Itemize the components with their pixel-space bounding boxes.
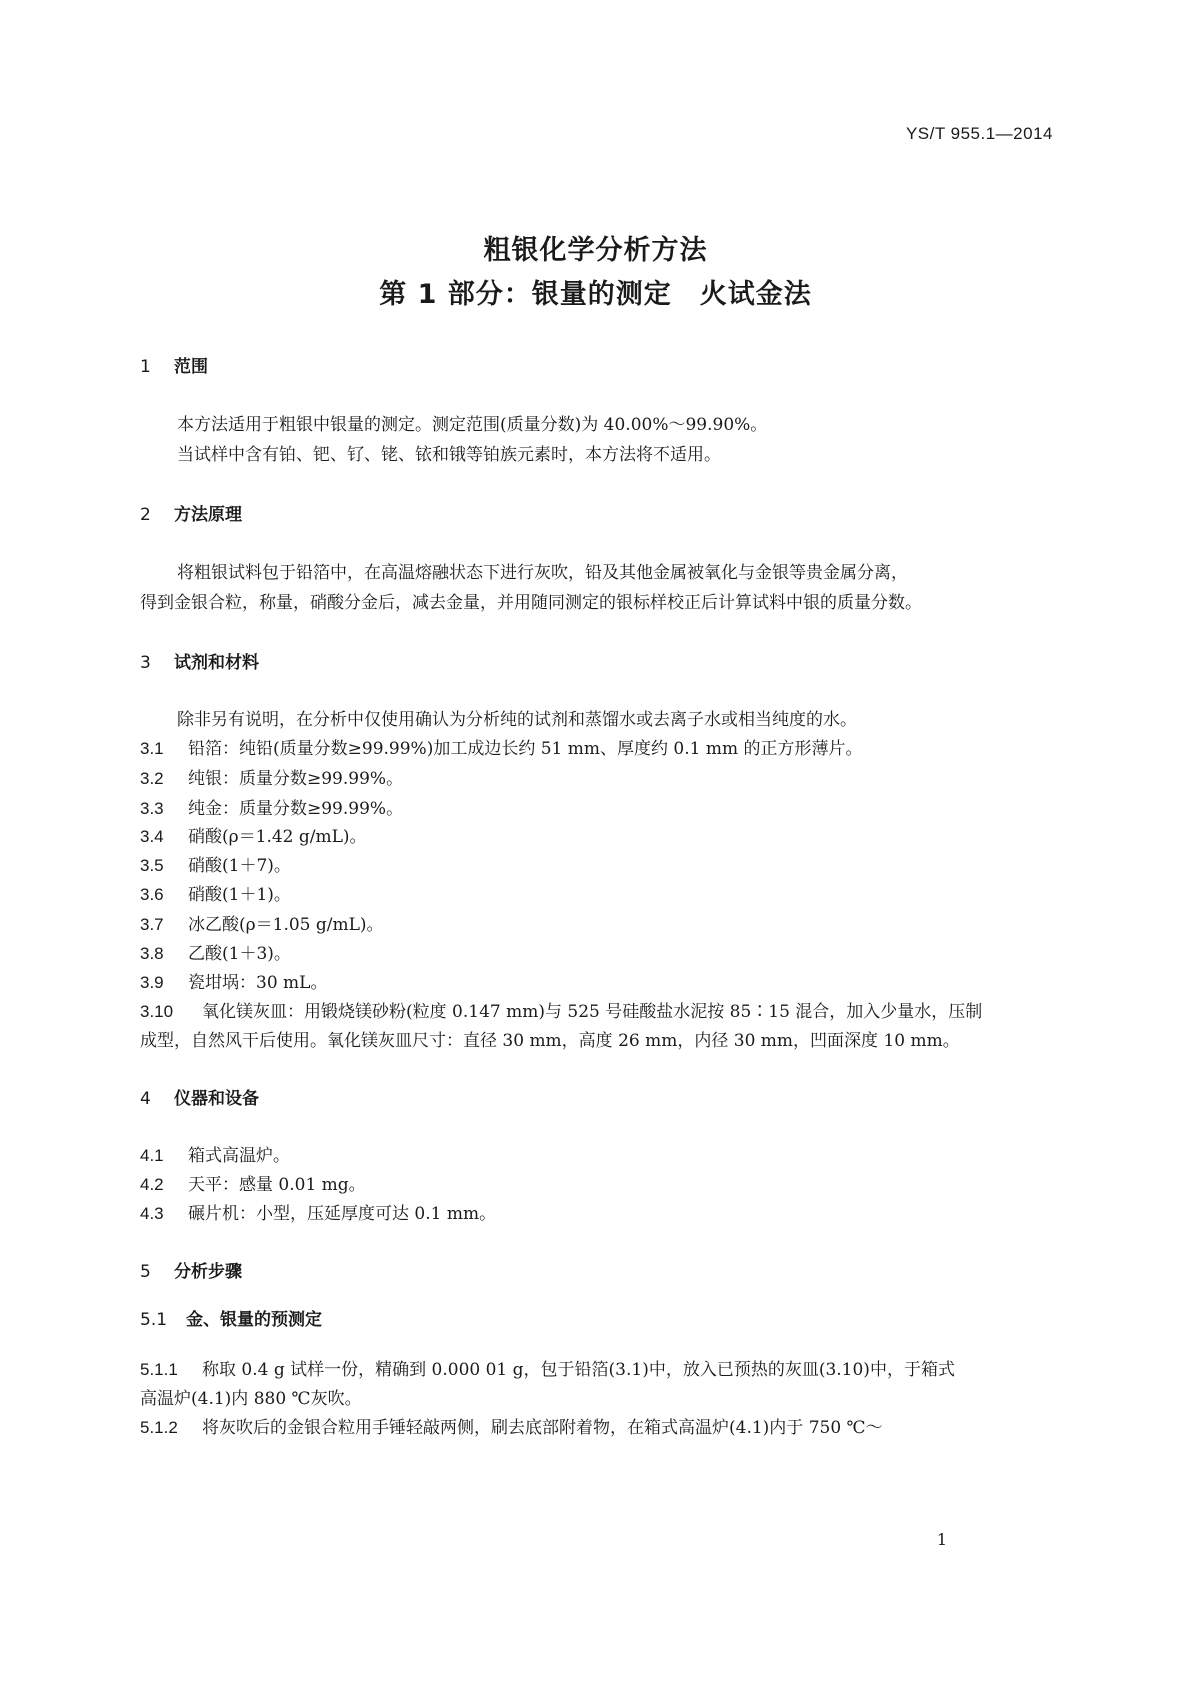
list-item: 4.3 碾片机：小型，压延厚度可达 0.1 mm。: [140, 1204, 497, 1224]
section-heading-procedure: 5 分析步骤: [140, 1262, 242, 1282]
list-item: 3.3 纯金：质量分数≥99.99%。: [140, 799, 404, 819]
list-item: 3.10 氧化镁灰皿：用锻烧镁砂粉(粒度 0.147 mm)与 525 号硅酸盐水泥按 85∶15 混合，加入少量水，压制: [140, 1002, 983, 1022]
list-item: 3.9 瓷坩埚：30 mL。: [140, 973, 328, 993]
list-item-continuation: 成型，自然风干后使用。氧化镁灰皿尺寸：直径 30 mm，高度 26 mm，内径 30 mm，凹面深度 10 mm。: [140, 1031, 960, 1051]
list-item: 3.6 硝酸(1＋1)。: [140, 885, 291, 905]
paragraph: 除非另有说明，在分析中仅使用确认为分析纯的试剂和蒸馏水或去离子水或相当纯度的水。: [177, 710, 857, 730]
list-item-continuation: 高温炉(4.1)内 880 ℃灰吹。: [140, 1389, 362, 1409]
subsection-heading: 5.1 金、银量的预测定: [140, 1310, 322, 1330]
list-item: 4.1 箱式高温炉。: [140, 1146, 290, 1166]
paragraph: 将粗银试料包于铅箔中，在高温熔融状态下进行灰吹，铅及其他金属被氧化与金银等贵金属分离，: [177, 563, 908, 583]
list-item: 3.8 乙酸(1＋3)。: [140, 944, 291, 964]
document-subtitle: 第 1 部分：银量的测定 火试金法: [379, 279, 812, 310]
list-item: 3.4 硝酸(ρ＝1.42 g/mL)。: [140, 827, 367, 847]
list-item: 3.2 纯银：质量分数≥99.99%。: [140, 769, 404, 789]
paragraph-continuation: 得到金银合粒，称量，硝酸分金后，减去金量，并用随同测定的银标样校正后计算试料中银的质量分数。: [140, 593, 922, 613]
section-heading-apparatus: 4 仪器和设备: [140, 1089, 259, 1109]
standard-number: YS/T 955.1—2014: [905, 124, 1053, 143]
page-number: 1: [936, 1530, 947, 1549]
list-item: 3.5 硝酸(1＋7)。: [140, 856, 291, 876]
list-item: 5.1.1 称取 0.4 g 试样一份，精确到 0.000 01 g，包于铅箔(3.1)中，放入已预热的灰皿(3.10)中，于箱式: [140, 1360, 955, 1380]
paragraph: 本方法适用于粗银中银量的测定。测定范围(质量分数)为 40.00%～99.90%。: [177, 415, 768, 435]
list-item: 3.1 铅箔：纯铅(质量分数≥99.99%)加工成边长约 51 mm、厚度约 0.1 mm 的正方形薄片。: [140, 739, 863, 759]
document-title: 粗银化学分析方法: [483, 235, 708, 266]
section-heading-reagents: 3 试剂和材料: [140, 653, 259, 673]
section-heading-principle: 2 方法原理: [140, 505, 242, 525]
list-item: 4.2 天平：感量 0.01 mg。: [140, 1175, 366, 1195]
paragraph: 当试样中含有铂、钯、钌、铑、铱和锇等铂族元素时，本方法将不适用。: [177, 445, 721, 465]
list-item: 3.7 冰乙酸(ρ＝1.05 g/mL)。: [140, 915, 384, 935]
list-item: 5.1.2 将灰吹后的金银合粒用手锤轻敲两侧，刷去底部附着物，在箱式高温炉(4.1)内于 750 ℃～: [140, 1418, 883, 1438]
section-heading-scope: 1 范围: [140, 357, 208, 377]
